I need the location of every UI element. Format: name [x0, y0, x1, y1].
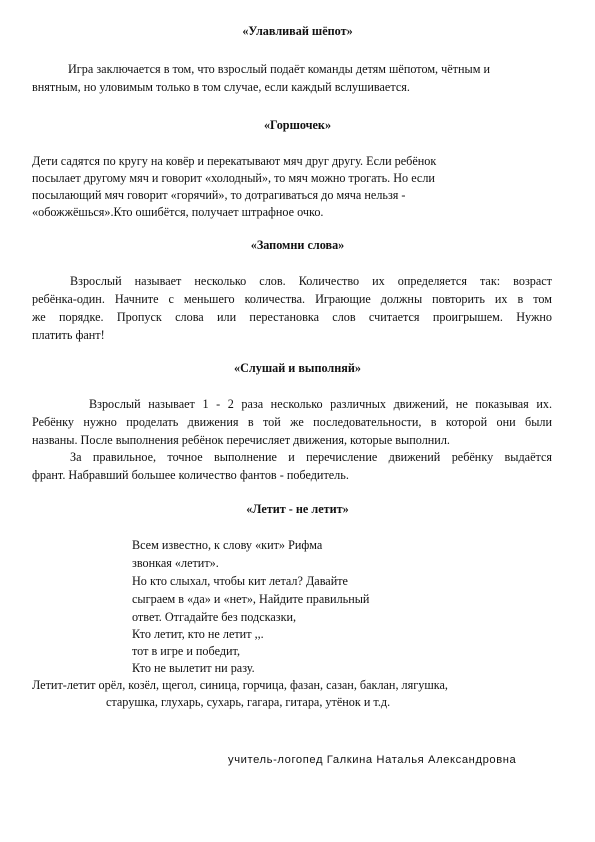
word-list-line: Летит-летит орёл, козёл, щегол, синица, горчица, фазан, сазан, баклан, лягушка, [32, 678, 448, 692]
paragraph-line: посылает другому мяч и говорит «холодный», то мяч можно трогать. Но если [32, 171, 435, 185]
paragraph-line: платить фант! [32, 328, 105, 342]
poem-line: тот в игре и победит, [132, 644, 240, 658]
paragraph-line: же порядке. Пропуск слова или перестановка слов считается проигрышем. Нужно [32, 310, 552, 324]
title-ulavlivai-shepot: «Улавливай шёпот» [242, 24, 353, 38]
paragraph-line: посылающий мяч говорит «горячий», то дотрагиваться до мяча нельзя - [32, 188, 406, 202]
poem-line: сыграем в «да» и «нет», Найдите правильный [132, 592, 370, 606]
author-signature: учитель-логопед Галкина Наталья Александровна [228, 754, 517, 766]
paragraph-line: «обожжёшься».Кто ошибётся, получает штрафное очко. [32, 205, 324, 219]
paragraph-line: Взрослый называет несколько слов. Количество их определяется так: возраст [70, 274, 552, 288]
paragraph-line: За правильное, точное выполнение и перечисление движений ребёнку выдаётся [70, 450, 552, 464]
word-list-line: старушка, глухарь, сухарь, гагара, гитара, утёнок и т.д. [106, 695, 391, 709]
title-zapomni-slova: «Запомни слова» [250, 238, 345, 252]
paragraph-line: названы. После выполнения ребёнок перечисляет движения, которые выполнил. [32, 433, 450, 447]
paragraph-line: ребёнка-один. Начните с меньшего количества. Играющие должны повторить их в том [32, 292, 552, 306]
poem-line: Но кто слыхал, чтобы кит летал? Давайте [132, 574, 348, 588]
paragraph-line: франт. Набравший большее количество фантов - победитель. [32, 468, 349, 482]
title-letit-ne-letit: «Летит - не летит» [246, 502, 349, 516]
poem-line: ответ. Отгадайте без подсказки, [132, 610, 297, 624]
title-gorshochek: «Горшочек» [263, 118, 332, 132]
poem-line: Кто летит, кто не летит ,,. [132, 627, 264, 641]
paragraph-line: Игра заключается в том, что взрослый подаёт команды детям шёпотом, чётным и [68, 62, 490, 76]
paragraph-line: Взрослый называет 1 - 2 раза несколько различных движений, не показывая их. [89, 397, 552, 411]
poem-line: звонкая «летит». [132, 556, 219, 570]
poem-line: Кто не вылетит ни разу. [132, 661, 255, 675]
title-slushai-i-vypolnyai: «Слушай и выполняй» [234, 361, 361, 375]
paragraph-line: Ребёнку нужно проделать движения в той же последовательности, в которой они были [32, 415, 552, 429]
paragraph-line: внятным, но уловимым только в том случае, если каждый вслушивается. [32, 80, 410, 94]
poem-line: Всем известно, к слову «кит» Рифма [132, 538, 323, 552]
paragraph-line: Дети садятся по кругу на ковёр и перекатывают мяч друг другу. Если ребёнок [32, 154, 437, 168]
